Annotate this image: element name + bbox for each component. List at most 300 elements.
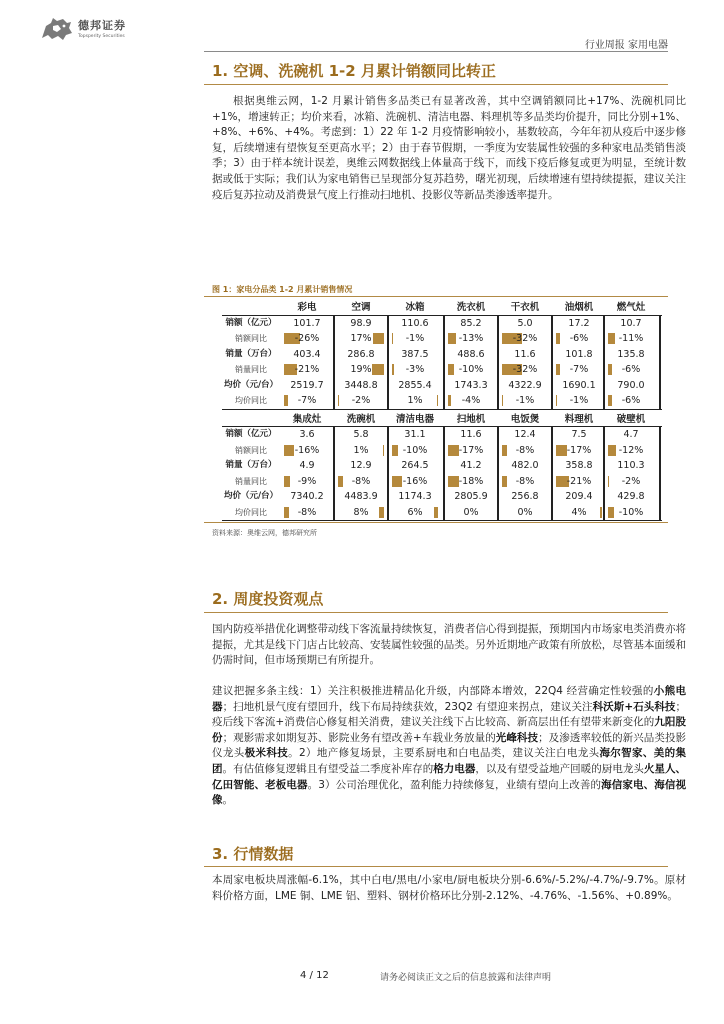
row-label: 销额同比 (235, 334, 267, 343)
cell-value: 1174.3 (398, 491, 432, 502)
table-cell (552, 505, 606, 520)
cell-value: -12% (618, 444, 644, 456)
table-cell (334, 458, 388, 473)
cell-value: 209.4 (565, 491, 593, 502)
table-cell (280, 362, 334, 377)
table-cell (498, 393, 552, 408)
row-label: 均价同比 (235, 507, 267, 517)
row-label: 销额同比 (235, 445, 267, 455)
cell-value: -9% (297, 475, 317, 487)
cell-value: -13% (458, 333, 484, 344)
figure1-title: 图 1：家电分品类 1-2 月累计销售情况 (212, 285, 353, 294)
tiger-logo-icon (40, 14, 74, 42)
cell-value: -1% (569, 395, 589, 406)
cell-value: -8% (297, 506, 317, 518)
company-highlight: 火星人、亿田智能、老板电器 (212, 762, 687, 791)
table-cell (280, 316, 334, 331)
table-cell (388, 393, 442, 408)
table-block-separator (222, 520, 662, 521)
cell-value: 1743.3 (454, 379, 488, 391)
table-cell (498, 378, 552, 393)
table-row (222, 393, 662, 408)
column-divider (603, 427, 605, 520)
table-cell (552, 378, 606, 393)
table-block-separator (222, 409, 662, 410)
table-cell (334, 378, 388, 393)
table-cell (552, 489, 606, 504)
cell-value: -6% (621, 395, 641, 406)
data-bar (372, 364, 384, 375)
table-cell (604, 393, 658, 408)
data-bar (608, 507, 614, 518)
data-bar (284, 507, 289, 518)
table-cell (280, 489, 334, 504)
data-bar (434, 507, 438, 518)
table-cell (444, 489, 498, 504)
cell-value: 135.8 (617, 348, 645, 360)
table-cell (604, 443, 658, 458)
category-header: 洗衣机 (456, 302, 486, 313)
category-header: 料理机 (564, 413, 594, 425)
cell-value: 101.8 (565, 348, 593, 360)
company-highlight: 光峰科技 (495, 731, 539, 744)
table-cell (280, 443, 334, 458)
category-header: 彩电 (297, 302, 317, 313)
table-cell (444, 474, 498, 489)
data-bar (284, 445, 294, 456)
cell-value: 17.2 (568, 317, 590, 329)
table-cell (498, 443, 552, 458)
cell-value: -6% (569, 333, 589, 344)
cell-value: -2% (621, 475, 641, 487)
cell-value: -11% (618, 333, 644, 344)
table-cell (280, 427, 334, 442)
data-bar (392, 364, 394, 375)
column-divider (603, 316, 605, 409)
cell-value: -21% (294, 364, 320, 375)
category-header: 清洁电器 (395, 413, 434, 425)
data-bar (448, 333, 456, 344)
table-cell (444, 362, 498, 377)
table-cell (388, 362, 442, 377)
category-header: 油烟机 (564, 302, 594, 313)
table-row (222, 331, 662, 346)
data-bar (502, 476, 507, 487)
cell-value: 403.4 (293, 348, 321, 360)
row-label: 销额（亿元） (225, 429, 277, 439)
section2-rule (204, 612, 668, 613)
category-header: 破壁机 (616, 413, 646, 425)
section2-paragraph2 (212, 684, 686, 809)
table-cell (498, 362, 552, 377)
section3-title: 3. 行情数据 (212, 845, 294, 863)
cell-value: 2805.9 (454, 491, 488, 502)
cell-value: 31.1 (404, 429, 426, 440)
figure1-source: 资料来源：奥维云网，德邦研究所 (212, 529, 317, 537)
cell-value: 4.9 (299, 460, 315, 471)
data-bar (556, 395, 557, 406)
section2-title: 2. 周度投资观点 (212, 590, 324, 608)
category-header: 燃气灶 (616, 302, 646, 313)
cell-value: -1% (515, 395, 535, 406)
cell-value: 1690.1 (562, 379, 596, 391)
table-cell (388, 427, 442, 442)
data-bar (338, 395, 339, 406)
category-header: 冰箱 (405, 302, 425, 313)
section2-paragraph1: 国内防疫举措优化调整带动线下客流量持续恢复，消费者信心得到提振，预期国内市场家电类消费亦将提振，尤其是线下门店占比较高、安装属性较强的品类。另外近期地产政策有所放松，尽管基本面缓和仍需时间，但市场预期已有所提升。 (212, 623, 686, 667)
table-cell (388, 347, 442, 362)
table-cell (280, 331, 334, 346)
cell-value: -21% (566, 475, 592, 487)
table-row (222, 378, 662, 393)
data-bar (556, 445, 567, 456)
data-bar (448, 445, 459, 456)
paragraph-text: 。3）公司治理优化，盈利能力持续修复，业绩有望向上改善的 (307, 778, 602, 791)
table-cell (498, 427, 552, 442)
cell-value: 0% (517, 506, 533, 518)
table-cell (280, 393, 334, 408)
paragraph-text: ；扫地机景气度有望回升，线下布局持续获效，23Q2 有望迎来拐点，建议关注 (222, 700, 593, 713)
table-cell (444, 443, 498, 458)
table-cell (444, 393, 498, 408)
table-cell (280, 474, 334, 489)
cell-value: 110.3 (617, 460, 645, 471)
table-cell (444, 316, 498, 331)
table-cell (604, 458, 658, 473)
data-bar (392, 333, 393, 344)
table-cell (444, 331, 498, 346)
paragraph-text: ，以及有望受益地产回暖的厨电龙头 (475, 762, 644, 775)
table-cell (604, 427, 658, 442)
cell-value: 8% (353, 506, 369, 518)
paragraph-text: 。2）地产修复场景，主要系厨电和白电品类，建议关注白电龙头 (288, 747, 600, 760)
cell-value: 482.0 (511, 460, 539, 471)
table-cell (604, 505, 658, 520)
company-logo (40, 14, 126, 42)
data-bar (448, 364, 454, 375)
section3-rule (204, 866, 668, 867)
cell-value: -2% (351, 395, 371, 406)
table-row (222, 474, 662, 489)
cell-value: -18% (458, 475, 484, 487)
column-divider (333, 427, 335, 520)
table-cell (498, 505, 552, 520)
cell-value: 7340.2 (290, 491, 324, 502)
sales-table (222, 300, 662, 520)
cell-value: 6% (407, 506, 423, 518)
table-cell (388, 474, 442, 489)
company-highlight: 海信家电、海信视像 (212, 778, 687, 807)
category-header: 电饭煲 (510, 413, 540, 425)
company-highlight: 九阳股份 (212, 716, 687, 744)
table-cell (334, 331, 388, 346)
table-cell (498, 331, 552, 346)
table-cell (552, 443, 606, 458)
table-row (222, 427, 662, 442)
cell-value: 11.6 (460, 429, 482, 440)
table-cell (334, 393, 388, 408)
table-cell (388, 443, 442, 458)
paragraph-text: 。有估值修复逻辑且有望受益二季度补库存的 (222, 762, 434, 775)
data-bar (284, 476, 290, 487)
cell-value: -6% (621, 364, 641, 375)
cell-value: -8% (351, 475, 371, 487)
table-cell (334, 427, 388, 442)
data-bar (502, 395, 503, 406)
table-row (222, 505, 662, 520)
cell-value: 4.7 (623, 429, 639, 440)
table-cell (552, 393, 606, 408)
category-header: 干衣机 (510, 302, 540, 313)
table-row (222, 489, 662, 504)
cell-value: 5.8 (353, 429, 369, 440)
cell-value: -10% (618, 506, 644, 518)
table-cell (604, 362, 658, 377)
table-header-row (222, 300, 662, 315)
cell-value: 110.6 (401, 317, 429, 329)
row-label: 销量同比 (235, 365, 267, 374)
table-cell (334, 474, 388, 489)
column-divider (443, 316, 445, 409)
cell-value: -16% (402, 475, 428, 487)
logo-english-name: Topsperity Securities (78, 34, 125, 39)
column-divider (551, 427, 553, 520)
footer-disclaimer: 请务必阅读正文之后的信息披露和法律声明 (380, 973, 552, 983)
cell-value: 98.9 (350, 317, 372, 329)
table-cell (604, 474, 658, 489)
table-cell (334, 505, 388, 520)
cell-value: 2519.7 (290, 379, 324, 391)
table-cell (334, 347, 388, 362)
table-cell (444, 427, 498, 442)
header-divider (204, 51, 668, 52)
figure1-bottom-rule (204, 522, 668, 523)
table-cell (552, 427, 606, 442)
table-cell (334, 443, 388, 458)
cell-value: -17% (458, 444, 484, 456)
cell-value: -32% (512, 364, 538, 375)
cell-value: 41.2 (460, 460, 482, 471)
page-number: 4 / 12 (300, 970, 329, 981)
data-bar (284, 395, 288, 406)
row-label: 销量（万台） (225, 348, 277, 359)
row-label: 均价同比 (235, 396, 267, 405)
cell-value: 488.6 (457, 348, 485, 360)
paragraph-text: ；观影需求如期复苏、影院业务有望改善+车载业务放量的 (222, 731, 496, 744)
column-divider (387, 316, 389, 409)
cell-value: -8% (515, 475, 535, 487)
column-divider (497, 427, 499, 520)
column-divider (659, 316, 661, 409)
section1-rule (204, 84, 668, 85)
cell-value: 264.5 (401, 460, 429, 471)
table-row (222, 458, 662, 473)
report-type: 行业周报 家用电器 (584, 40, 668, 51)
section3-paragraph: 本周家电板块周涨幅-6.1%，其中白电/黑电/小家电/厨电板块分别-6.6%/-5.2%/-4.7%/-9.7%。原材料价格方面，LME 铜、LME 铝、塑料、钢材价格环比分别-2.12%、-4.76%、-1.56%、+0.89%。 (212, 874, 686, 902)
cell-value: -10% (458, 364, 484, 375)
cell-value: -8% (515, 444, 535, 456)
category-header: 洗碗机 (346, 413, 376, 425)
table-cell (334, 489, 388, 504)
cell-value: 5.0 (517, 317, 533, 329)
cell-value: -3% (405, 364, 425, 375)
cell-value: 3448.8 (344, 379, 378, 391)
cell-value: -4% (461, 395, 481, 406)
table-cell (498, 316, 552, 331)
cell-value: 17% (350, 333, 372, 344)
company-highlight: 极米科技 (244, 747, 289, 760)
data-bar (383, 445, 384, 456)
data-bar (373, 333, 384, 344)
column-divider (551, 316, 553, 409)
data-bar (392, 445, 398, 456)
cell-value: 7.5 (571, 429, 587, 440)
company-highlight: 格力电器 (433, 762, 476, 775)
cell-value: -1% (405, 333, 425, 344)
cell-value: 429.8 (617, 491, 645, 502)
table-cell (334, 362, 388, 377)
cell-value: 790.0 (617, 379, 645, 391)
cell-value: -16% (294, 444, 320, 456)
table-row (222, 443, 662, 458)
table-row (222, 362, 662, 377)
table-cell (604, 489, 658, 504)
column-divider (497, 316, 499, 409)
row-label: 均价（元/台） (223, 379, 279, 390)
table-cell (604, 316, 658, 331)
table-row (222, 347, 662, 362)
column-divider (443, 427, 445, 520)
table-cell (552, 362, 606, 377)
table-cell (334, 316, 388, 331)
cell-value: -32% (512, 333, 538, 344)
table-cell (444, 378, 498, 393)
table-cell (280, 347, 334, 362)
table-cell (388, 489, 442, 504)
table-cell (604, 331, 658, 346)
row-label: 销额（亿元） (225, 317, 277, 328)
paragraph-text: ；及渗透率较低的新兴品类投影仪龙头 (212, 731, 687, 760)
table-cell (604, 378, 658, 393)
cell-value: -7% (297, 395, 317, 406)
data-bar (608, 476, 609, 487)
section1-paragraph: 根据奥维云网，1-2 月累计销售多品类已有显著改善，其中空调销额同比+17%、洗碗机同比+1%，增速转正；均价来看，冰箱、洗碗机、清洁电器、料理机等多品类均价提升，同比分别+1%、+8%、+6%、+4%。考虑到：1）22 年 1-2 月疫情影响较小，基数较高，今年年初从疫后中逐步修复，后续增速有望恢复至更高水平；2）由于春节假期，一季度为安装属性较强的多种家电品类销售淡季；3）由于样本统计误差，奥维云网数据线上体量高于线下，而线下疫后修复或更为明显，至统计数据或低于实际；我们认为家电销售已呈现部分复苏趋势，曙光初现，后续增速有望持续提振，建议关注疫后复苏拉动及消费景气度上行推动扫地机、投影仪等新品类渗透率提升。 (212, 95, 686, 201)
table-cell (388, 505, 442, 520)
logo-chinese-name: 德邦证券 (78, 19, 126, 32)
cell-value: 256.8 (511, 491, 539, 502)
cell-value: 12.9 (350, 460, 372, 471)
cell-value: 4322.9 (508, 379, 542, 391)
table-cell (444, 347, 498, 362)
data-bar (556, 364, 560, 375)
table-cell (388, 378, 442, 393)
row-label: 均价（元/台） (223, 491, 279, 501)
company-highlight: 小熊电器 (212, 685, 686, 713)
company-highlight: 科沃斯+石头科技 (592, 700, 676, 713)
data-bar (448, 476, 459, 487)
cell-value: -10% (402, 444, 428, 456)
table-cell (498, 458, 552, 473)
table-cell (444, 458, 498, 473)
category-header: 扫地机 (456, 413, 486, 425)
column-divider (333, 316, 335, 409)
table-row (222, 316, 662, 331)
data-bar (379, 507, 384, 518)
table-cell (280, 378, 334, 393)
table-cell (498, 474, 552, 489)
table-header-row (222, 412, 662, 427)
table-cell (388, 458, 442, 473)
cell-value: 101.7 (293, 317, 321, 329)
cell-value: 11.6 (514, 348, 536, 360)
data-bar (556, 333, 560, 344)
column-divider (387, 427, 389, 520)
category-header: 集成灶 (292, 413, 322, 425)
row-label: 销量（万台） (225, 460, 277, 470)
category-header: 空调 (351, 302, 371, 313)
data-bar (600, 507, 603, 518)
table-cell (604, 347, 658, 362)
paragraph-text: 。 (222, 794, 233, 807)
cell-value: 1% (407, 395, 423, 406)
cell-value: 4483.9 (344, 491, 378, 502)
cell-value: 0% (463, 506, 479, 518)
cell-value: 358.8 (565, 460, 593, 471)
table-cell (552, 347, 606, 362)
paragraph-text: ；疫后线下客流+消费信心修复相关消费，建议关注线下占比较高、新高层出任有望带来新变化的 (212, 700, 686, 729)
data-bar (608, 445, 616, 456)
table-cell (552, 474, 606, 489)
cell-value: 3.6 (299, 429, 315, 440)
paragraph-text: 建议把握多条主线：1）关注积极推进精品化升级，内部降本增效，22Q4 经营确定性较强的 (212, 685, 654, 697)
table-cell (388, 331, 442, 346)
table-cell (498, 489, 552, 504)
cell-value: 286.8 (347, 348, 375, 360)
cell-value: 19% (350, 364, 372, 375)
data-bar (608, 364, 612, 375)
cell-value: 387.5 (401, 348, 429, 360)
table-cell (280, 458, 334, 473)
table-cell (552, 316, 606, 331)
data-bar (338, 476, 343, 487)
table-cell (280, 505, 334, 520)
cell-value: 2855.4 (398, 379, 432, 391)
data-bar (608, 333, 615, 344)
cell-value: 1% (353, 444, 369, 456)
cell-value: -7% (569, 364, 589, 375)
figure1-top-rule (204, 296, 668, 297)
data-bar (608, 395, 612, 406)
data-bar (502, 445, 507, 456)
cell-value: -17% (566, 444, 592, 456)
table-cell (388, 316, 442, 331)
company-highlight: 海尔智家、美的集团 (212, 747, 687, 775)
table-cell (552, 458, 606, 473)
cell-value: 4% (571, 506, 587, 518)
cell-value: 12.4 (514, 429, 536, 440)
section1-title: 1. 空调、洗碗机 1-2 月累计销额同比转正 (212, 62, 496, 80)
data-bar (392, 476, 402, 487)
table-cell (552, 331, 606, 346)
row-label: 销量同比 (235, 476, 267, 486)
cell-value: 85.2 (460, 317, 482, 329)
table-cell (498, 347, 552, 362)
data-bar (448, 395, 451, 406)
column-divider (659, 427, 661, 520)
cell-value: 10.7 (620, 317, 642, 329)
table-cell (444, 505, 498, 520)
cell-value: -26% (294, 333, 320, 344)
